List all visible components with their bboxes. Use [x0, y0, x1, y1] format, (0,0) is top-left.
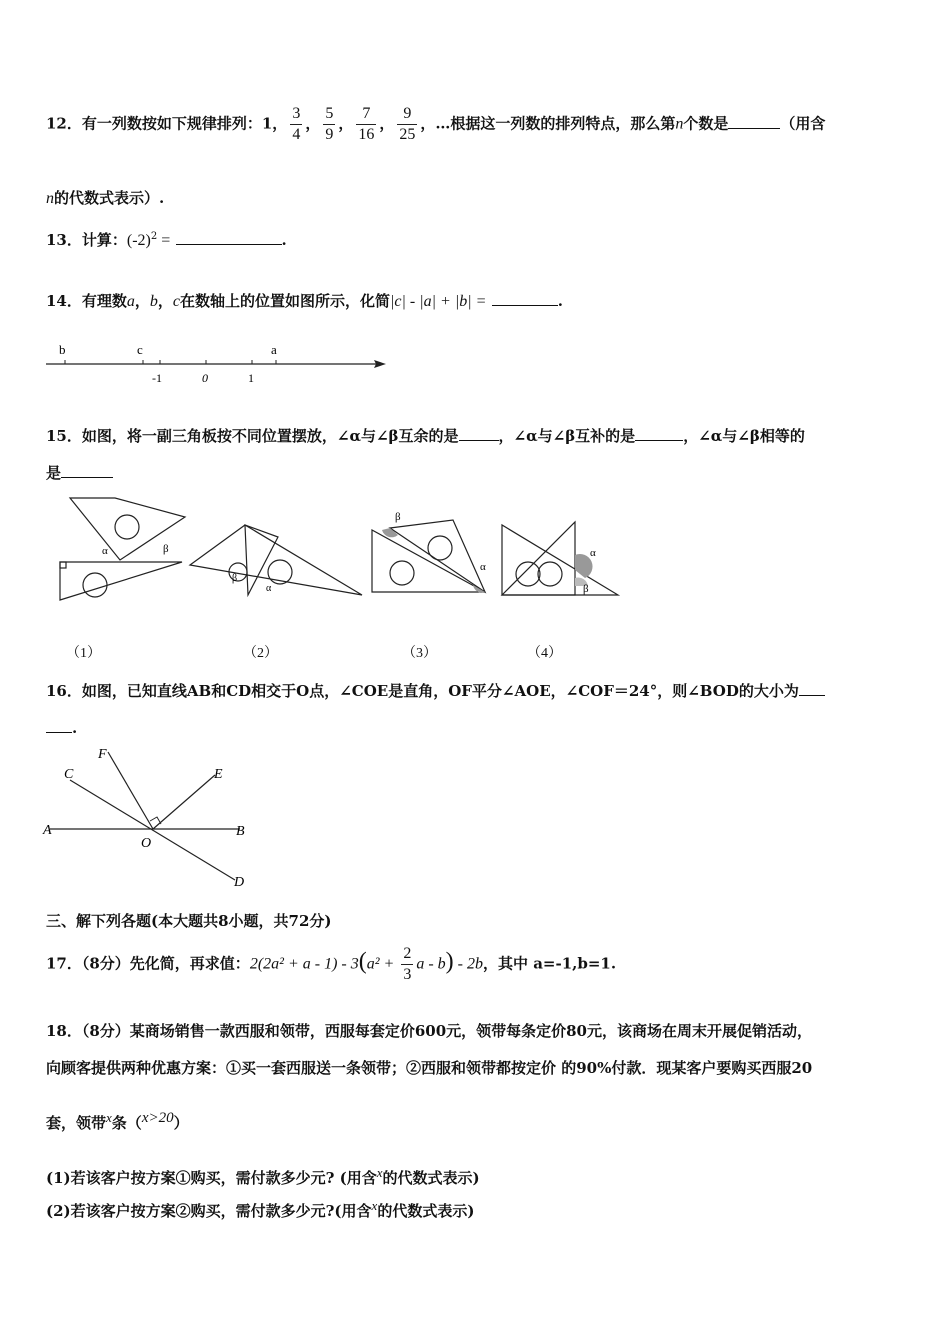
fig4-alpha: α [590, 547, 596, 559]
q15-blank-3[interactable] [61, 463, 113, 478]
caption-1: （1） [66, 646, 101, 661]
q17-line: 17．（8分）先化简，再求值：2(2a² + a - 1) - 3(a² + $\frac{2}{3}$ a - b) - 2b，其中 a=-1,b=1. [46, 945, 617, 983]
figure-4 [502, 522, 618, 595]
point-C: C [64, 767, 74, 782]
q12-middle: …根据这一列数的排列特点，那么第 [435, 114, 676, 133]
q15-blank-1[interactable] [459, 426, 499, 441]
q13-answer-blank[interactable] [176, 230, 282, 245]
axis-tick-1: 1 [248, 371, 254, 385]
q17-frac: $\frac{2}{3}$ [403, 945, 412, 983]
q18-sub1: (1)若该客户按方案①购买，需付款多少元? (用含x的代数式表示) [46, 1165, 480, 1187]
fig2-alpha: α [266, 583, 272, 594]
point-O: O [141, 836, 152, 851]
q12-frac-2: $\frac{5}{9}$ [325, 105, 334, 143]
q12-var: n [675, 115, 684, 133]
point-F: F [98, 747, 107, 762]
fig1-beta: β [163, 543, 169, 555]
q12-line1: 12．有一列数按如下规律排列：1， $\frac{3}{4}$ ， $\frac{5}{9}$ ， $\frac{7}{16}$ ， $\frac{9}{25}$ ，…根据这一列数的排列特点，那么第n个数是 （用含 [46, 105, 826, 143]
q17-expr-a: 2(2a² + a - 1) - 3 [249, 955, 359, 973]
figure-2 [190, 525, 362, 595]
number-line [40, 340, 400, 390]
q12-frac-4: $\frac{9}{25}$ [399, 105, 416, 143]
fig3-alpha: α [480, 561, 486, 573]
axis-tick-neg1: -1 [152, 371, 162, 385]
q12-frac-3: $\frac{7}{16}$ [358, 105, 375, 143]
fig4-beta: β [583, 583, 589, 595]
section-3-heading: 三、解下列各题(本大题共8小题，共72分) [46, 912, 332, 930]
q12-answer-blank[interactable] [728, 114, 780, 129]
q12-line2: n的代数式表示）. [46, 189, 165, 207]
q13-line: 13．计算：$(-2)^2$ = . [46, 231, 287, 249]
q14-answer-blank[interactable] [492, 291, 558, 306]
fig2-beta: β [232, 573, 238, 584]
caption-4: （4） [527, 646, 562, 661]
q12-frac-1: $\frac{3}{4}$ [292, 105, 301, 143]
point-E: E [214, 767, 223, 782]
q18-sub2: (2)若该客户按方案②购买，需付款多少元?(用含x的代数式表示) [46, 1198, 475, 1220]
q16-line2: . [46, 718, 77, 737]
axis-tick-0: 0 [202, 371, 208, 385]
q15-line1: 15．如图，将一副三角板按不同位置摆放，∠α与∠β互余的是 ，∠α与∠β互补的是 ，∠α与∠β相等的 [46, 427, 805, 445]
caption-2: （2） [243, 646, 278, 661]
q18-line3: 套，领带$^x$条（$^{x>20}$） [46, 1110, 189, 1132]
q14-expr: |c| - |a| + |b| = [390, 293, 487, 310]
axis-label-a: a [271, 342, 277, 357]
q18-line2: 向顾客提供两种优惠方案：①买一套西服送一条领带；②西服和领带都按定价 的90%付款．现某客户要购买西服20 [46, 1059, 813, 1077]
axis-label-c: c [137, 342, 143, 357]
q16-blank-a[interactable] [799, 681, 825, 696]
axis-label-b: b [59, 342, 66, 357]
q15-blank-2[interactable] [635, 426, 683, 441]
q16-figure [40, 740, 270, 890]
point-A: A [43, 823, 52, 838]
q15-line2: 是 [46, 462, 113, 483]
fig3-beta-arc [382, 528, 398, 537]
q15-figures [40, 490, 640, 605]
q12-prefix: 12．有一列数按如下规律排列：1， [46, 114, 288, 133]
fig1-alpha: α [102, 545, 108, 557]
point-D: D [234, 875, 245, 890]
q14-line: 14．有理数a，b，c在数轴上的位置如图所示，化简|c| - |a| + |b| = . [46, 292, 563, 310]
point-B: B [236, 824, 245, 839]
q16-line1: 16．如图，已知直线AB和CD相交于O点，∠COE是直角，OF平分∠AOE，∠COF＝24°，则∠BOD的大小为 [46, 680, 825, 701]
fig3-beta: β [395, 511, 401, 523]
q16-blank-b[interactable] [46, 718, 72, 733]
caption-3: （3） [402, 646, 437, 661]
q18-line1: 18．（8分）某商场销售一款西服和领带，西服每套定价600元，领带每条定价80元，该商场在周末开展促销活动， [46, 1022, 813, 1040]
